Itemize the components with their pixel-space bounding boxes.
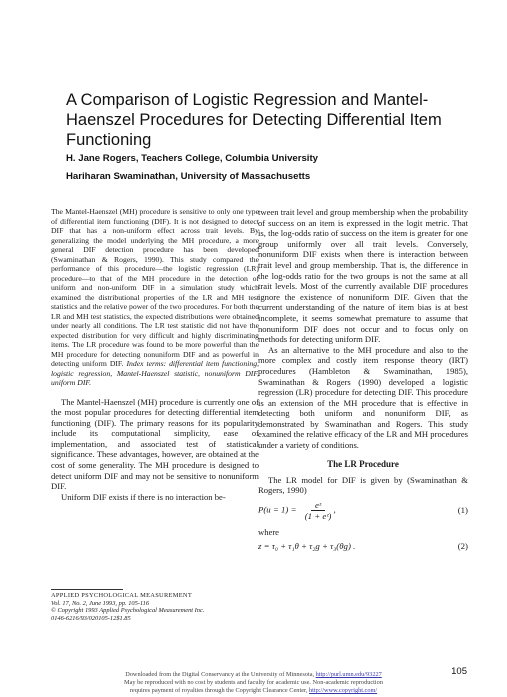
section-heading: The LR Procedure: [327, 458, 399, 469]
equation-1: [258, 500, 468, 521]
right-column: [258, 207, 468, 555]
download-notice-line-3: [20, 687, 487, 695]
footnote-rule: [51, 589, 123, 590]
equation-1-number: (1): [457, 505, 468, 516]
left-column: [51, 207, 259, 502]
where-text: where: [258, 526, 279, 537]
download-notice-text: requires payment of royalties through the Copyright Clearance Center,: [129, 687, 308, 694]
equation-1-tail: ,: [333, 504, 336, 515]
body-paragraph: The Mantel-Haenszel (MH) procedure is currently one of the most popular procedures for detecting differential item functioning (DIF). The primary reasons for its popularity include its computational simplicity, ease of implementation, and associated test of statistical significance. These advantages, however, are obtained at the cost of some generality. The MH procedure is designed to detect uniform DIF and may not be sensitive to nonuniform DIF.: [51, 396, 259, 492]
download-notice-line-1: [20, 671, 487, 679]
source-link[interactable]: http://purl.umn.edu/93227: [315, 671, 382, 678]
body-paragraph: As an alternative to the MH procedure and also to the more complex and costly item response theory (IRT) procedures (Hambleton & Swaminathan, 1985), Swaminathan & Rogers (1990) developed a logistic regression (LR) procedure for detecting DIF. This procedure is an extension of the MH procedure that is effective in detecting both uniform and nonuniform DIF, as demonstrated by Swaminathan and Rogers. This study examined the relative efficacy of the LR and MH procedures under a variety of conditions.: [258, 344, 468, 451]
body-paragraph: tween trait level and group membership when the probability of success on an item is expressed in the logit metric. That is, the log-odds ratio of success on the item is greater for one group uniformly over all trait levels. Conversely, nonuniform DIF exists when there is interaction between trait level and group membership. That is, the difference in the log-odds ratio for the two groups is not the same at all trait levels. Most of the currently available DIF procedures ignore the existence of nonuniform DIF. Given that the current understanding of the nature of item bias is at best incomplete, it seems somewhat premature to assume that nonuniform DIF does not occur and to focus only on methods for detecting uniform DIF.: [258, 207, 469, 345]
page-number: 105: [451, 666, 467, 677]
journal-name: APPLIED PSYCHOLOGICAL MEASUREMENT: [51, 592, 193, 599]
author-1: H. Jane Rogers, Teachers College, Columbia University: [66, 153, 319, 164]
abstract: [51, 207, 259, 388]
paper-title: A Comparison of Logistic Regression and Mantel-Haenszel Procedures for Detecting Differential Item Functioning: [66, 91, 442, 149]
index-terms: Index terms: differential item functioning, logistic regression, Mantel-Haenszel statistic, nonuniform DIF, uniform DIF.: [51, 359, 259, 387]
journal-volume: Vol. 17, No. 2, June 1993, pp. 105-116: [51, 599, 150, 607]
body-paragraph: Uniform DIF exists if there is no interaction be-: [61, 491, 226, 502]
journal-code: 0146-6216/93/020105-12$1.85: [51, 614, 131, 622]
author-2: Hariharan Swaminathan, University of Massachusetts: [66, 171, 311, 182]
equation-2-number: (2): [457, 540, 468, 551]
copyright-link[interactable]: http://www.copyright.com/: [309, 687, 378, 694]
equation-2: [258, 541, 468, 551]
equation-1-numerator: eᶻ: [311, 500, 325, 511]
abstract-text: The Mantel-Haenszel (MH) procedure is sensitive to only one type of differential item functioning (DIF). It is not designed to detect DIF that has a non-uniform effect across trait levels. By generalizing the model underlying the MH procedure, a more general DIF detection procedure has been developed (Swaminathan & Rogers, 1990). This study compared the performance of this procedure—the logistic regression (LR) procedure—to that of the MH procedure in the detection of uniform and non-uniform DIF in a simulation study which examined the distributional properties of the LR and MH test statistics and the relative power of the two procedures. For both the LR and MH test statistics, the expected distributions were obtained under nearly all conditions. The LR test statistic did not have the expected distribution for very difficult and highly discriminating items. The LR procedure was found to be more powerful than the MH procedure for detecting nonuniform DIF and as powerful in detecting uniform DIF.: [51, 207, 259, 368]
download-notice-text: Downloaded from the Digital Conservancy at the University of Minnesota,: [125, 671, 315, 678]
download-notice-line-2: May be reproduced with no cost by students and faculty for academic use. Non-academic reproduction: [124, 679, 383, 686]
journal-copyright: © Copyright 1993 Applied Psychological Measurement Inc.: [51, 607, 205, 615]
equation-1-denominator: (1 + eᶻ): [304, 510, 332, 521]
journal-info: [51, 592, 256, 622]
section-intro: The LR model for DIF is given by (Swaminathan & Rogers, 1990): [258, 474, 468, 496]
equation-1-fraction: [305, 500, 332, 521]
equation-2-text: z = τ₀ + τ₁θ + τ₂g + τ₃(θg) .: [258, 540, 356, 551]
equation-1-lhs: P(u = 1) =: [258, 504, 297, 515]
